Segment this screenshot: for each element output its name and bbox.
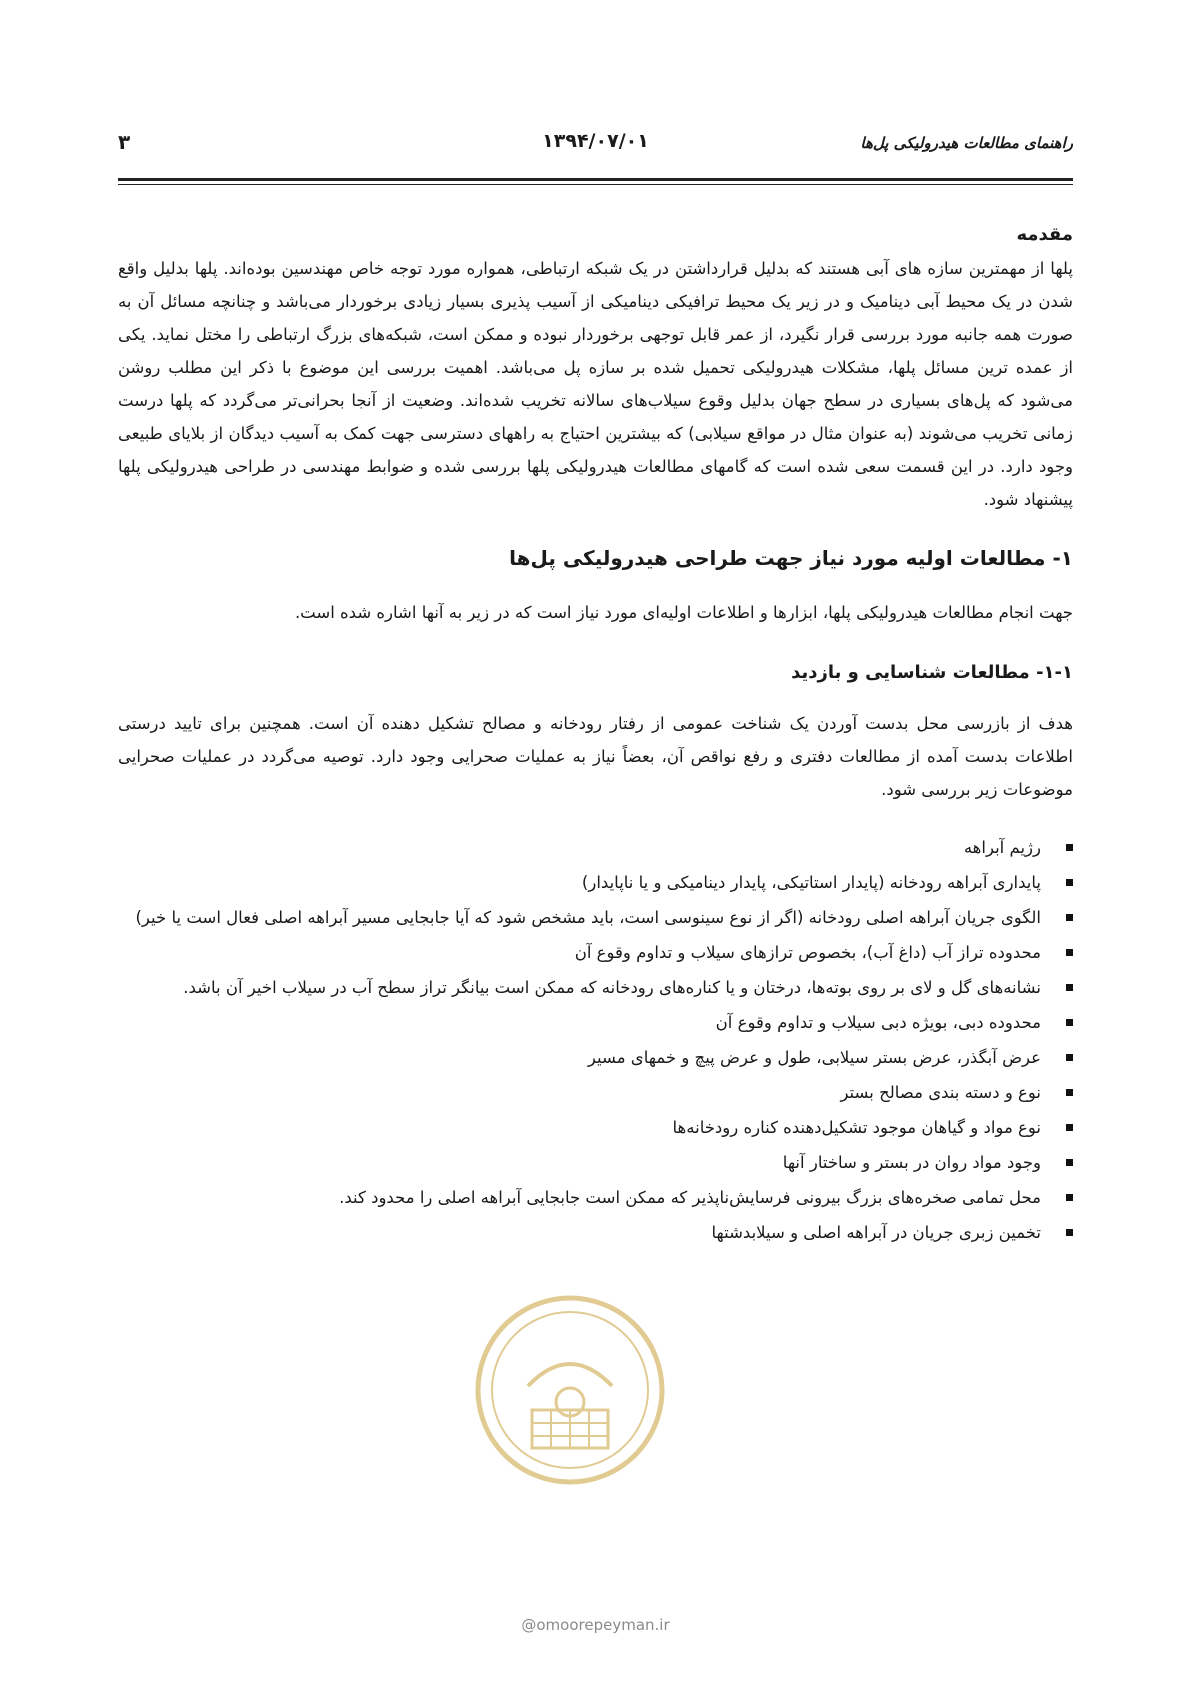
list-item-text: نوع و دسته بندی مصالح بستر (840, 1083, 1041, 1102)
watermark-text: @omoorepeyman.ir (521, 1616, 670, 1634)
list-item (118, 867, 1041, 898)
section-1-1-heading: ۱-۱- مطالعات شناسایی و بازدید (791, 662, 1073, 683)
bullet-square-icon (1066, 1194, 1073, 1201)
header-rule-thick (118, 178, 1073, 181)
header-title: راهنمای مطالعات هیدرولیکی پل‌ها (860, 134, 1073, 152)
list-item-text: محدوده تراز آب (داغ آب)، بخصوص ترازهای سیلاب و تداوم وقوع آن (574, 943, 1041, 962)
list-item-text: رژیم آبراهه (963, 838, 1041, 857)
bullet-square-icon (1066, 1229, 1073, 1236)
list-item (118, 1217, 1041, 1248)
field-survey-list (118, 832, 1073, 1248)
list-item-text: وجود مواد روان در بستر و ساختار آنها (782, 1153, 1041, 1172)
list-item-text: تخمین زبری جریان در آبراهه اصلی و سیلابدشتها (711, 1223, 1041, 1242)
list-item (118, 1112, 1041, 1143)
bullet-square-icon (1066, 1019, 1073, 1026)
watermark-seal-logo (470, 1290, 670, 1490)
section-1-1-paragraph: هدف از بازرسی محل بدست آوردن یک شناخت عمومی از رفتار رودخانه و مصالح تشکیل دهنده آن است. همچنین برای تایید درستی اطلاعات بدست آمده از مطالعات دفتری و رفع نواقص آن، بعضاً نیاز به عملیات صحرایی وجود دارد. توصیه می‌گردد در عملیات صحرایی موضوعات زیر بررسی شود. (118, 714, 1073, 799)
list-item (118, 832, 1041, 863)
section-1-paragraph: جهت انجام مطالعات هیدرولیکی پلها، ابزارها و اطلاعات اولیه‌ای مورد نیاز است که در زیر به آنها اشاره شده است. (294, 603, 1073, 622)
list-item-text: نوع مواد و گیاهان موجود تشکیل‌دهنده کناره رودخانه‌ها (672, 1118, 1041, 1137)
list-item (118, 1077, 1041, 1108)
list-item-text: عرض آبگذر، عرض بستر سیلابی، طول و عرض پیچ و خمهای مسیر (587, 1048, 1041, 1067)
header-rule-thin (118, 184, 1073, 185)
list-item (118, 972, 1041, 1003)
bullet-square-icon (1066, 1054, 1073, 1061)
intro-heading: مقدمه (1016, 224, 1073, 245)
bullet-square-icon (1066, 1124, 1073, 1131)
list-item-text: محدوده دبی، بویژه دبی سیلاب و تداوم وقوع آن (715, 1013, 1041, 1032)
bullet-square-icon (1066, 949, 1073, 956)
bullet-square-icon (1066, 879, 1073, 886)
list-item (118, 1182, 1041, 1213)
list-item (118, 1007, 1041, 1038)
list-item-text: الگوی جریان آبراهه اصلی رودخانه (اگر از نوع سینوسی است، باید مشخص شود که آیا جابجایی مسیر آبراهه اصلی فعال است یا خیر) (135, 908, 1041, 927)
list-item (118, 937, 1041, 968)
list-item (118, 1042, 1041, 1073)
list-item-text: محل تمامی صخره‌های بزرگ بیرونی فرسایش‌ناپذیر که ممکن است جابجایی آبراهه اصلی را محدود کند. (339, 1188, 1041, 1207)
bullet-square-icon (1066, 1159, 1073, 1166)
bullet-square-icon (1066, 984, 1073, 991)
page-content (118, 220, 1073, 1252)
list-item (118, 1147, 1041, 1178)
header-date: ۱۳۹۴/۰۷/۰۱ (542, 130, 649, 152)
bullet-square-icon (1066, 844, 1073, 851)
bullet-square-icon (1066, 914, 1073, 921)
page-header (118, 128, 1073, 168)
intro-paragraph: پلها از مهمترین سازه های آبی هستند که بدلیل قرارداشتن در یک شبکه ارتباطی، همواره مورد توجه خاص مهندسین بوده‌اند. پلها بدلیل واقع شدن در یک محیط آبی دینامیک و در زیر یک محیط ترافیکی دینامیکی از آسیب پذیری بسیار زیادی برخوردار می‌باشد و چنانچه مسائل آن به صورت همه جانبه مورد بررسی قرار نگیرد، از عمر قابل توجهی برخوردار نبوده و ممکن است، شبکه‌های بزرگ ارتباطی را مختل نماید. یکی از عمده ترین مسائل پلها، مشکلات هیدرولیکی تحمیل شده بر سازه پل می‌باشد. اهمیت بررسی این موضوع با ذکر این مطلب روشن می‌شود که پل‌های بسیاری در سطح جهان بدلیل وقوع سیلاب‌های سالانه تخریب شده‌اند. وضعیت از آنجا بحرانی‌تر می‌گردد که پلها درست زمانی تخریب می‌شوند (به عنوان مثال در مواقع سیلابی) که بیشترین احتیاج به راههای دسترسی جهت کمک به آسیب دیدگان از بلایای طبیعی وجود دارد. در این قسمت سعی شده است که گامهای مطالعات هیدرولیکی پلها بررسی شده و ضوابط مهندسی در طراحی هیدرولیکی پلها پیشنهاد شود. (118, 259, 1073, 509)
bullet-square-icon (1066, 1089, 1073, 1096)
list-item (118, 902, 1041, 933)
section-1-heading: ۱- مطالعات اولیه مورد نیاز جهت طراحی هیدرولیکی پل‌ها (509, 546, 1073, 570)
page-number: ۳ (118, 130, 131, 154)
list-item-text: پایداری آبراهه رودخانه (پایدار استاتیکی، پایدار دینامیکی و یا ناپایدار) (581, 873, 1041, 892)
list-item-text: نشانه‌های گل و لای بر روی بوته‌ها، درختان و یا کناره‌های رودخانه که ممکن است بیانگر تراز سطح آب در سیلاب اخیر آن باشد. (183, 978, 1041, 997)
